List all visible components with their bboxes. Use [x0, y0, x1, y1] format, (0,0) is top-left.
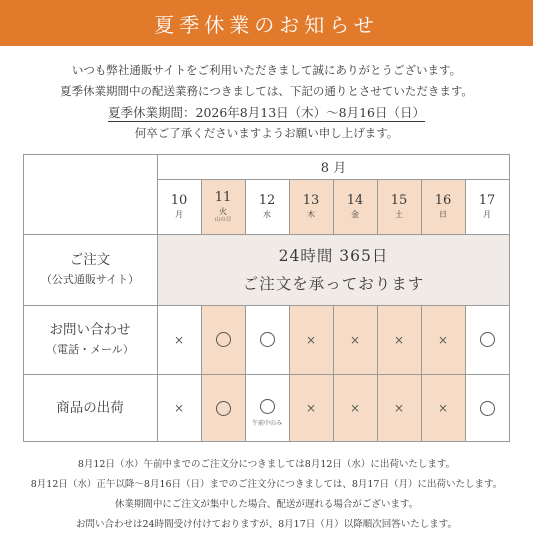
- column-line-header: [289, 179, 290, 234]
- column-line-header: [333, 179, 334, 234]
- table-border-bottom: [23, 441, 510, 442]
- column-line-header: [201, 179, 202, 234]
- order-divider: [23, 305, 510, 306]
- header-divider: [23, 234, 510, 235]
- unavailable-mark: ×: [305, 401, 317, 415]
- available-mark: [260, 332, 275, 347]
- column-line-header: [421, 179, 422, 234]
- month-header: 8 月: [320, 161, 347, 176]
- inquiry-cell-13: [289, 305, 333, 374]
- footer-notes: [0, 455, 533, 535]
- day-number: 15: [390, 193, 408, 208]
- intro-line-4: 何卒ご了承くださいますようお願い申し上げます。: [134, 126, 399, 140]
- shipping-cell-16: [421, 374, 465, 442]
- order-status: [157, 234, 510, 305]
- available-mark: [480, 332, 495, 347]
- column-line-body: [289, 305, 290, 442]
- inquiry-row-label: [23, 305, 157, 374]
- holiday-period: [0, 102, 533, 123]
- column-line-header: [245, 179, 246, 234]
- unavailable-mark: ×: [437, 332, 449, 347]
- day-number: 12: [258, 193, 276, 208]
- day-weekday: 月: [175, 210, 183, 219]
- day-weekday: 金: [351, 210, 359, 219]
- unavailable-mark: ×: [393, 401, 405, 415]
- order-status-line-1: 24時間 365日: [278, 246, 389, 265]
- shipping-cell-10: [157, 374, 201, 442]
- column-line-body: [421, 305, 422, 442]
- inquiry-divider: [23, 374, 510, 375]
- day-header-16: [421, 179, 465, 234]
- unavailable-mark: ×: [173, 401, 185, 415]
- shipping-label: 商品の出荷: [56, 400, 124, 416]
- column-line-header: [377, 179, 378, 234]
- day-header-14: [333, 179, 377, 234]
- day-weekday: 月: [483, 210, 491, 219]
- footer-line-4: お問い合わせは24時間受け付けておりますが、8月17日（月）以降順次回答いたします。: [76, 519, 457, 530]
- table-border-top: [23, 154, 510, 155]
- shipping-row-label: [23, 374, 157, 442]
- title-banner: [0, 0, 533, 46]
- footer-line-2: 8月12日（水）正午以降～8月16日（日）までのご注文分につきましては、8月17日（月）に出荷いたします。: [30, 479, 503, 490]
- inquiry-sublabel: （電話・メール）: [46, 342, 134, 356]
- day-number: 14: [346, 193, 364, 208]
- day-header-15: [377, 179, 421, 234]
- unavailable-mark: ×: [349, 332, 361, 347]
- footer-line-1: 8月12日（水）午前中までのご注文分につきましては8月12日（水）に出荷いたします。: [77, 459, 456, 470]
- day-number: 10: [170, 193, 188, 208]
- column-line-header: [465, 179, 466, 234]
- unavailable-mark: ×: [173, 332, 185, 347]
- shipping-cell-11: [201, 374, 245, 442]
- column-line-body: [333, 305, 334, 442]
- day-number: 16: [434, 193, 452, 208]
- day-weekday: 木: [307, 210, 315, 219]
- intro-line-1: いつも弊社通販サイトをご利用いただきまして誠にありがとうございます。: [71, 63, 462, 77]
- inquiry-cell-17: [465, 305, 509, 374]
- inquiry-cell-16: [421, 305, 465, 374]
- available-mark: [260, 399, 275, 414]
- order-label: ご注文: [69, 251, 111, 268]
- column-line-body: [377, 305, 378, 442]
- available-mark: [480, 401, 495, 416]
- order-status-line-2: ご注文を承っております: [242, 274, 425, 293]
- inquiry-label: お問い合わせ: [49, 321, 131, 338]
- table-border-left: [23, 154, 24, 442]
- shipping-cell-15: [377, 374, 421, 442]
- column-line-body: [245, 305, 246, 442]
- day-weekday: 水: [263, 210, 271, 219]
- day-header-12: [245, 179, 289, 234]
- unavailable-mark: ×: [349, 401, 361, 415]
- day-header-10: [157, 179, 201, 234]
- footer-line-3: 休業期間中にご注文が集中した場合、配送が遅れる場合がございます。: [114, 499, 419, 510]
- day-weekday: 土: [395, 210, 403, 219]
- day-weekday: 日: [439, 210, 447, 219]
- day-header-17: [465, 179, 509, 234]
- intro-text: [0, 60, 533, 144]
- intro-line-2: 夏季休業期間中の配送業務につきましては、下記の通りとさせていただきます。: [60, 84, 473, 98]
- available-mark: [216, 332, 231, 347]
- inquiry-cell-15: [377, 305, 421, 374]
- shipping-cell-17: [465, 374, 509, 442]
- order-row-label: [23, 234, 157, 305]
- morning-only-note: 午前中のみ: [251, 420, 282, 427]
- available-mark: [216, 401, 231, 416]
- page-title: 夏季休業のお知らせ: [154, 12, 379, 37]
- table-border-right: [509, 154, 510, 442]
- inquiry-cell-11: [201, 305, 245, 374]
- column-line-body: [201, 305, 202, 442]
- inquiry-cell-14: [333, 305, 377, 374]
- inquiry-cell-12: [245, 305, 289, 374]
- shipping-cell-13: [289, 374, 333, 442]
- label-divider: [157, 154, 158, 442]
- order-sublabel: （公式通販サイト）: [40, 272, 140, 286]
- schedule-table: [23, 154, 510, 442]
- unavailable-mark: ×: [437, 401, 449, 415]
- unavailable-mark: ×: [305, 332, 317, 347]
- day-number: 13: [302, 193, 320, 208]
- day-header-11: [201, 179, 245, 234]
- day-weekday: 火: [219, 206, 227, 216]
- shipping-cell-14: [333, 374, 377, 442]
- shipping-cell-12: [245, 374, 289, 442]
- day-number: 11: [214, 189, 232, 205]
- column-line-body: [465, 305, 466, 442]
- day-holiday-note: 山の日: [214, 216, 232, 223]
- day-number: 17: [478, 193, 496, 208]
- day-header-13: [289, 179, 333, 234]
- unavailable-mark: ×: [393, 332, 405, 347]
- holiday-period-text: 夏季休業期間：2026年8月13日（木）～8月16日（日）: [107, 105, 426, 120]
- inquiry-cell-10: [157, 305, 201, 374]
